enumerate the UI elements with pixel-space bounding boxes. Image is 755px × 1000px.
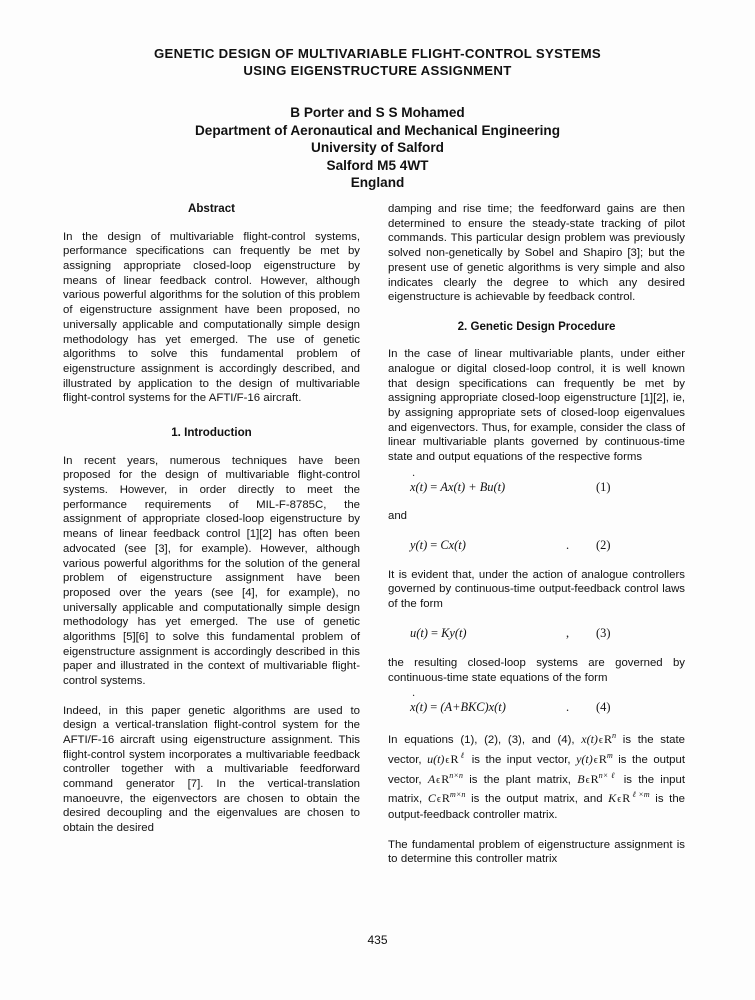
- equation-4-relation: =: [427, 699, 441, 714]
- member-symbol-4: ϵ: [436, 774, 441, 786]
- plant-matrix-space: $R^{n\times n}$: [441, 770, 463, 786]
- equation-1-number: (1): [596, 479, 611, 494]
- equation-3-punctuation: ,: [566, 626, 570, 641]
- plant-matrix-dim: n×n: [449, 770, 463, 780]
- genetic-design-paragraph-3: the resulting closed-loop systems are governed by continuous-time state equations of the form: [388, 656, 685, 684]
- equation-2-variable: y: [410, 538, 416, 553]
- authors: B Porter and S S Mohamed: [290, 105, 465, 120]
- controller-matrix-symbol: K: [608, 791, 617, 806]
- equation-1: [388, 480, 685, 495]
- masthead: [0, 46, 755, 192]
- state-vector-space: $R^n$: [603, 731, 617, 747]
- equation-1-rhs: Ax(t) + Bu(t): [440, 479, 506, 494]
- equation-4-argument: (t): [415, 699, 428, 714]
- paper-title-line-2: USING EIGENSTRUCTURE ASSIGNMENT: [243, 62, 512, 78]
- genetic-design-heading: 2. Genetic Design Procedure: [457, 319, 616, 333]
- abstract-text: In the design of multivariable flight-control systems, performance specifications can frequently be met by assigning appropriate closed-loop eigenstructure by means of linear feedback control. However, although various powerful algorithms for the solution of this problem of eigenstructure assignment have been proposed, no universally applicable and computationally simple design methodology has yet emerged. The use of genetic algorithms to solve this fundamental problem of eigenstructure assignment is accordingly described, and illustrated by application to the design of multivariable flight-control systems for the AFTI/F-16 aircraft.: [63, 230, 360, 405]
- author-affiliation-block: [0, 104, 755, 192]
- equation-2-relation: =: [427, 538, 441, 553]
- page-title: [0, 46, 755, 79]
- input-vector-dim: ℓ: [458, 751, 467, 760]
- output-matrix-dim: m×n: [449, 790, 466, 800]
- state-vector-dim: n: [612, 731, 617, 741]
- equation-2-body: [410, 538, 466, 553]
- abstract-heading: Abstract: [187, 202, 236, 215]
- input-matrix-symbol: B: [577, 771, 585, 786]
- output-matrix-space: $R^{m\times n}$: [441, 790, 466, 806]
- output-vector-text: is the output vector,: [388, 754, 686, 786]
- genetic-design-paragraph-1: In the case of linear multivariable plants, under either analogue or digital closed-loop control, it is well known that design specifications can frequently be met by assigning appropriate closed-loop eigenstructure [1][2], ie, by assigning appropriate sets of closed-loop eigenvalues and eigenvectors. Thus, for example, consider the class of linear multivariable plants governed by continuous-time state and output equations of the respective forms: [388, 348, 685, 464]
- equation-3-body: [410, 626, 467, 641]
- controller-matrix-dim: ℓ×m: [630, 790, 650, 800]
- introduction-paragraph-1: In recent years, numerous techniques have been proposed for the design of multivariable flight-control systems. However, in order directly to meet the performance requirements of MIL-F-8785C, the assignment of appropriate closed-loop eigenstructure by means of linear feedback control [1][2] has often been advocated (see [3], for example). However, although various powerful algorithms for the solution of the general problem of eigenstructure assignment have been proposed over the years (see [4], for example), no universally applicable and computationally simple design methodology has yet emerged. The use of genetic algorithms [5][6] to solve this fundamental problem of eigenstructure assignment is accordingly described in this paper and illustrated in the context of multivariable flight-control systems.: [63, 454, 360, 688]
- equation-3-number: (3): [596, 626, 611, 641]
- equation-2-rhs: Cx(t): [440, 538, 466, 553]
- member-symbol-5: ϵ: [585, 774, 590, 786]
- state-vector-symbol: x(t): [581, 732, 598, 747]
- equation-3-argument: (t): [416, 626, 428, 641]
- input-matrix-dim: n×ℓ: [598, 770, 618, 780]
- equation-3-relation: =: [427, 626, 442, 641]
- equation-4: [388, 700, 685, 715]
- connector-and: and: [388, 509, 408, 522]
- equation-4-dot-variable: ˙ x: [410, 700, 416, 715]
- equation-3-rhs: Ky(t): [441, 626, 467, 641]
- member-symbol-3: ϵ: [593, 755, 598, 766]
- controller-matrix-space: $R^{\ell\times m}$: [622, 790, 650, 806]
- paper-title-line-1: GENETIC DESIGN OF MULTIVARIABLE FLIGHT-CONTROL SYSTEMS: [154, 46, 601, 61]
- input-matrix-space: $R^{n\times\ell}$: [590, 770, 618, 786]
- affiliation-country: England: [350, 175, 405, 191]
- equation-4-body: [410, 700, 506, 715]
- input-vector-space: $R^\ell$: [450, 751, 467, 766]
- column-left: [63, 202, 360, 836]
- input-vector-symbol: u(t): [427, 752, 445, 766]
- page-number: 435: [367, 933, 388, 947]
- definitions-lead-in: In equations (1), (2), (3), and (4),: [388, 734, 582, 747]
- state-vector-text: is the state vector,: [388, 734, 685, 766]
- equation-3-variable: u: [410, 626, 417, 641]
- equation-3: [388, 626, 685, 641]
- genetic-design-paragraph-5: The fundamental problem of eigenstructure assignment is to determine this controller matrix: [388, 838, 685, 866]
- output-vector-space: $R^m$: [598, 751, 613, 766]
- equation-4-rhs: (A+BKC)x(t): [440, 699, 506, 714]
- equation-2: [388, 538, 685, 553]
- equation-1-body: [410, 480, 505, 495]
- affiliation-department: Department of Aeronautical and Mechanical Engineering: [194, 122, 561, 138]
- column-right: [388, 202, 685, 867]
- output-matrix-symbol: C: [427, 791, 436, 806]
- plant-matrix-symbol: A: [427, 771, 436, 786]
- equation-1-dot-variable: ˙ x: [410, 480, 416, 495]
- introduction-paragraph-2-continued: damping and rise time; the feedforward gains are then determined to ensure the steady-state tracking of pilot commands. This particular design problem was previously solved non-genetically by Sobel and Shapiro [3]; but the present use of genetic algorithms is very simple and also indicates clearly the degree to which any desired eigenstructure is achievable by feedback control.: [388, 203, 685, 304]
- introduction-paragraph-2: Indeed, in this paper genetic algorithms are used to design a vertical-translation flight-control system for the AFTI/F-16 aircraft using eigenstructure assignment. This flight-control system incorporates a multivariable feedback controller together with a multivariable feedforward command generator [7]. In the vertical-translation manoeuvre, the eigenvectors are chosen to obtain the desired decoupling and the eigenvalues are chosen to obtain the desired: [63, 704, 360, 835]
- output-vector-dim: m: [606, 751, 613, 760]
- member-symbol-7: ϵ: [617, 794, 622, 806]
- equation-2-argument: (t): [415, 538, 428, 553]
- equation-2-number: (2): [596, 538, 611, 553]
- member-symbol-2: ϵ: [445, 755, 450, 766]
- member-symbol-1: ϵ: [598, 735, 603, 747]
- introduction-heading: 1. Introduction: [171, 426, 252, 440]
- genetic-design-paragraph-2: It is evident that, under the action of analogue controllers governed by continuous-time output-feedback control laws of the form: [388, 568, 685, 611]
- equation-2-punctuation: .: [566, 538, 570, 553]
- equation-4-punctuation: .: [566, 699, 570, 714]
- affiliation-university: University of Salford: [311, 140, 444, 156]
- equation-1-relation: =: [427, 479, 441, 494]
- affiliation-postcode: Salford M5 4WT: [326, 157, 429, 173]
- controller-matrix-text: is the output-feedback controller matrix.: [388, 793, 685, 822]
- equation-4-number: (4): [596, 699, 611, 714]
- output-vector-symbol: y(t): [576, 752, 593, 766]
- input-vector-text: is the input vector,: [466, 754, 577, 766]
- member-symbol-6: ϵ: [436, 794, 441, 806]
- input-matrix-text: is the input matrix,: [388, 773, 686, 806]
- plant-matrix-text: is the plant matrix,: [462, 773, 578, 786]
- output-matrix-text: is the output matrix, and: [465, 793, 609, 806]
- equation-1-argument: (t): [415, 479, 428, 494]
- symbol-definitions-paragraph: [388, 729, 685, 823]
